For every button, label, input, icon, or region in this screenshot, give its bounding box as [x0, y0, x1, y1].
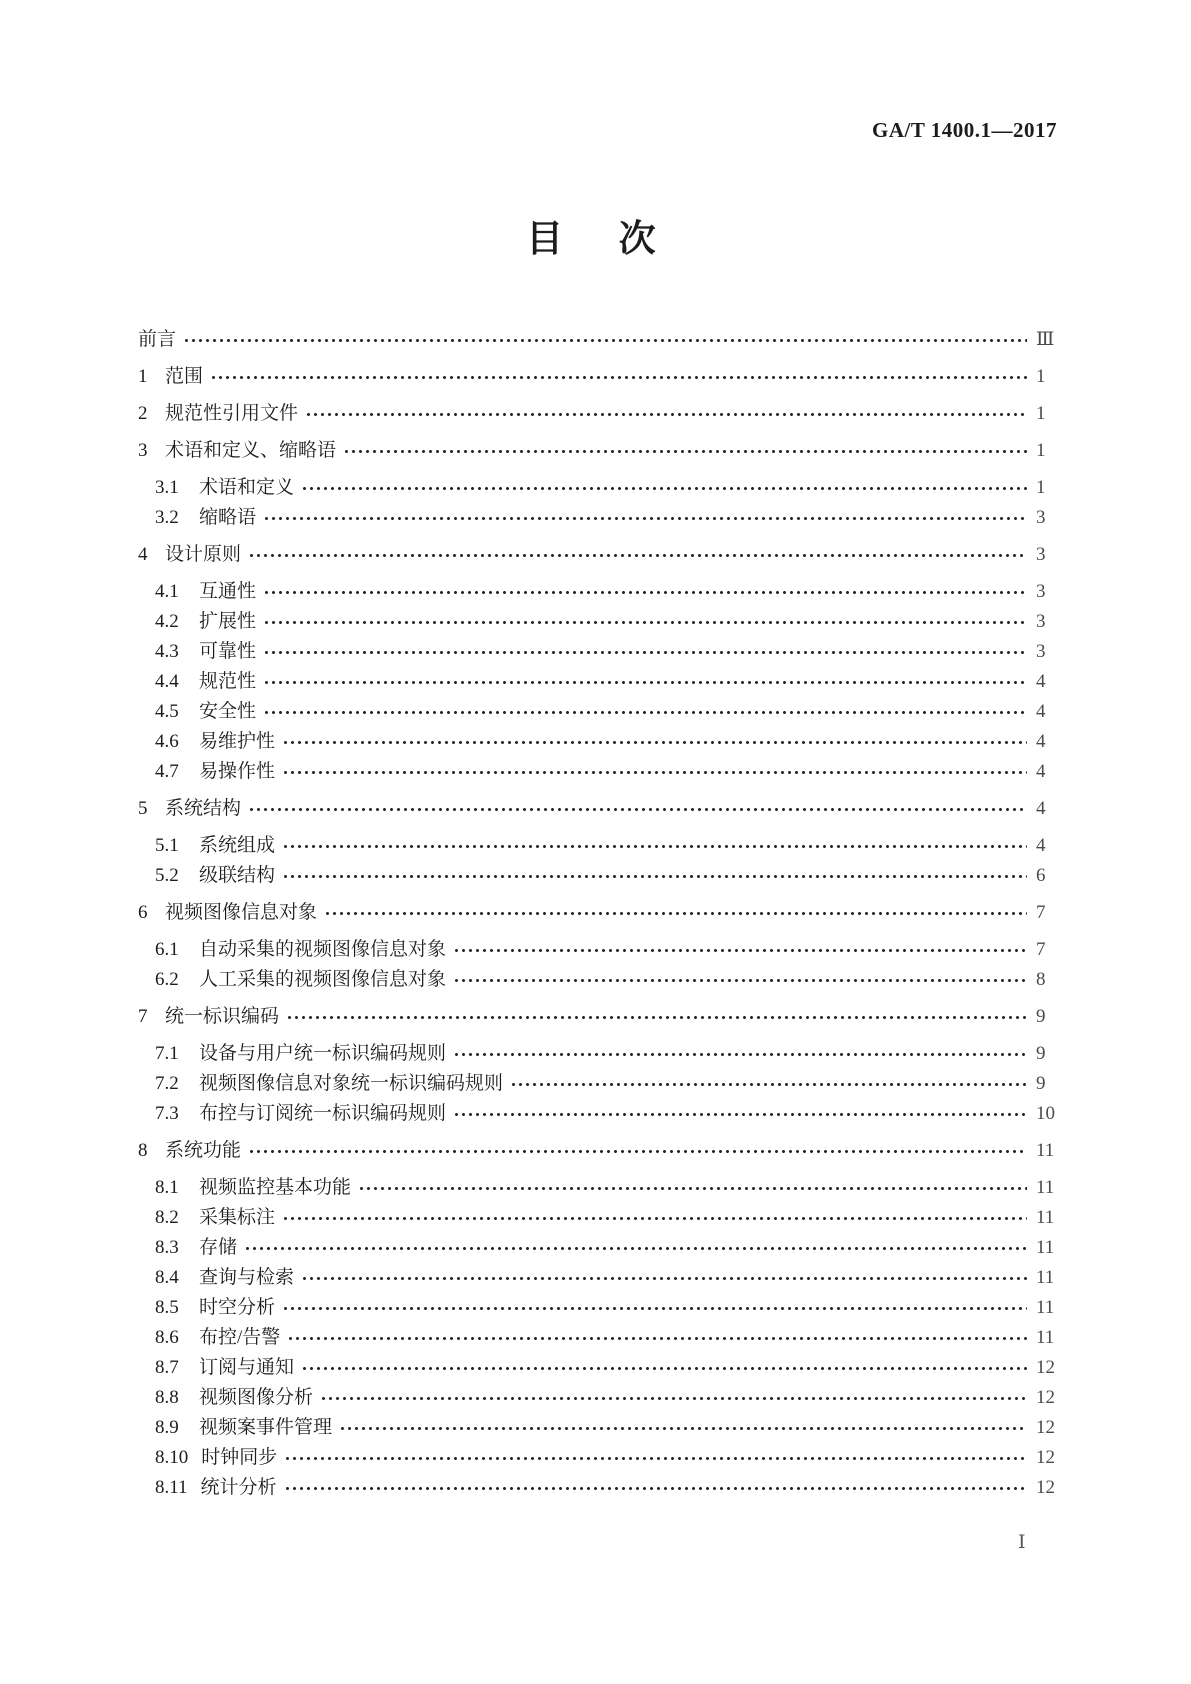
leader-dots — [453, 935, 1027, 965]
toc-entry-page: 11 — [1036, 1297, 1055, 1318]
toc-entry-number: 8.4 — [155, 1267, 179, 1288]
toc-entry — [138, 1383, 1066, 1413]
toc-entry — [138, 1293, 1066, 1323]
toc-entry-label: 统一标识编码 — [165, 1006, 280, 1027]
toc-entry — [138, 667, 1066, 697]
toc-entry-label: 系统结构 — [165, 798, 242, 819]
leader-dots — [210, 362, 1027, 392]
toc-entry-number: 3 — [138, 440, 148, 461]
toc-entry-label: 视频案事件管理 — [199, 1417, 333, 1438]
toc-entry-page: 9 — [1036, 1043, 1046, 1064]
toc-entry-label: 系统功能 — [165, 1140, 242, 1161]
toc-entry-page: 1 — [1036, 403, 1046, 424]
toc-entry — [138, 1136, 1066, 1166]
toc-entry-number: 7.2 — [155, 1073, 179, 1094]
footer-page-number: Ⅰ — [1018, 1532, 1026, 1553]
toc-entry-page: 12 — [1036, 1417, 1055, 1438]
leader-dots — [286, 1002, 1027, 1032]
toc-entry-page: 12 — [1036, 1357, 1055, 1378]
toc-entry-page: 11 — [1036, 1267, 1055, 1288]
leader-dots — [453, 965, 1027, 995]
toc-entry-label: 查询与检索 — [199, 1267, 295, 1288]
toc-entry-page: 3 — [1036, 544, 1046, 565]
toc-entry-label: 系统组成 — [199, 835, 276, 856]
toc-entry-page: 3 — [1036, 611, 1046, 632]
toc-entry-number: 4.1 — [155, 581, 179, 602]
toc-list — [138, 318, 1066, 1503]
toc-entry-page: 8 — [1036, 969, 1046, 990]
toc-entry-page: 4 — [1036, 701, 1046, 722]
toc-entry-page: 11 — [1036, 1207, 1055, 1228]
leader-dots — [324, 898, 1027, 928]
toc-entry — [138, 607, 1066, 637]
leader-dots — [358, 1173, 1027, 1203]
toc-entry-number: 8 — [138, 1140, 148, 1161]
toc-entry-page: 1 — [1036, 477, 1046, 498]
toc-entry-page: 4 — [1036, 798, 1046, 819]
toc-entry-label: 存储 — [199, 1237, 238, 1258]
toc-entry-label: 术语和定义 — [199, 477, 295, 498]
toc-entry — [138, 399, 1066, 429]
toc-entry — [138, 1323, 1066, 1353]
toc-entry-label: 易操作性 — [199, 761, 276, 782]
leader-dots — [282, 757, 1027, 787]
toc-entry-number: 4.2 — [155, 611, 179, 632]
leader-dots — [301, 1263, 1027, 1293]
toc-entry-number: 8.6 — [155, 1327, 179, 1348]
doc-number: GA/T 1400.1—2017 — [872, 118, 1057, 142]
toc-entry — [138, 898, 1066, 928]
toc-entry — [138, 861, 1066, 891]
toc-entry — [138, 1002, 1066, 1032]
leader-dots — [339, 1413, 1027, 1443]
leader-dots — [282, 1293, 1027, 1323]
toc-entry-number: 4.4 — [155, 671, 179, 692]
toc-entry-label: 自动采集的视频图像信息对象 — [199, 939, 447, 960]
toc-entry-number: 8.5 — [155, 1297, 179, 1318]
toc-entry-number: 7.1 — [155, 1043, 179, 1064]
toc-entry-label: 视频图像信息对象 — [165, 902, 318, 923]
leader-dots — [284, 1473, 1027, 1503]
toc-entry-page: 3 — [1036, 581, 1046, 602]
toc-entry-label: 术语和定义、缩略语 — [165, 440, 337, 461]
toc-entry-number: 5.2 — [155, 865, 179, 886]
toc-entry-number: 8.2 — [155, 1207, 179, 1228]
toc-entry — [138, 1203, 1066, 1233]
toc-entry-page: 11 — [1036, 1177, 1055, 1198]
toc-entry-label: 安全性 — [199, 701, 257, 722]
toc-entry-number: 8.9 — [155, 1417, 179, 1438]
toc-entry-number: 8.3 — [155, 1237, 179, 1258]
toc-entry-number: 4.5 — [155, 701, 179, 722]
toc-entry-number: 8.11 — [155, 1477, 188, 1498]
leader-dots — [183, 325, 1027, 355]
toc-entry-number: 2 — [138, 403, 148, 424]
toc-entry-page: 4 — [1036, 731, 1046, 752]
toc-entry-label: 布控/告警 — [199, 1327, 281, 1348]
toc-entry — [138, 1173, 1066, 1203]
leader-dots — [287, 1323, 1027, 1353]
toc-entry — [138, 637, 1066, 667]
toc-entry — [138, 1099, 1066, 1129]
leader-dots — [301, 473, 1027, 503]
toc-entry — [138, 540, 1066, 570]
toc-entry-number: 7 — [138, 1006, 148, 1027]
leader-dots — [453, 1099, 1027, 1129]
leader-dots — [263, 667, 1027, 697]
toc-entry-label: 视频监控基本功能 — [199, 1177, 352, 1198]
toc-entry-page: 4 — [1036, 671, 1046, 692]
toc-entry — [138, 473, 1066, 503]
leader-dots — [510, 1069, 1027, 1099]
toc-entry — [138, 794, 1066, 824]
toc-entry — [138, 577, 1066, 607]
toc-entry — [138, 697, 1066, 727]
toc-entry-label: 时钟同步 — [201, 1447, 278, 1468]
leader-dots — [248, 540, 1027, 570]
toc-entry-label: 人工采集的视频图像信息对象 — [199, 969, 447, 990]
toc-entry-label: 统计分析 — [200, 1477, 277, 1498]
toc-entry-page: 4 — [1036, 835, 1046, 856]
toc-entry-label: 前言 — [138, 329, 177, 350]
toc-entry-page: Ⅲ — [1036, 329, 1055, 350]
leader-dots — [263, 503, 1027, 533]
toc-entry-label: 范围 — [165, 366, 204, 387]
leader-dots — [284, 1443, 1027, 1473]
toc-entry-label: 互通性 — [199, 581, 257, 602]
leader-dots — [248, 1136, 1027, 1166]
leader-dots — [282, 861, 1027, 891]
leader-dots — [263, 637, 1027, 667]
toc-entry-label: 设计原则 — [165, 544, 242, 565]
toc-entry — [138, 1473, 1066, 1503]
toc-entry-label: 规范性 — [199, 671, 257, 692]
toc-entry — [138, 1039, 1066, 1069]
leader-dots — [453, 1039, 1027, 1069]
leader-dots — [305, 399, 1027, 429]
leader-dots — [263, 697, 1027, 727]
toc-entry-label: 可靠性 — [199, 641, 257, 662]
toc-entry — [138, 831, 1066, 861]
toc-entry-number: 6.2 — [155, 969, 179, 990]
leader-dots — [301, 1353, 1027, 1383]
toc-entry — [138, 935, 1066, 965]
toc-entry — [138, 503, 1066, 533]
leader-dots — [263, 607, 1027, 637]
toc-entry-label: 布控与订阅统一标识编码规则 — [199, 1103, 447, 1124]
toc-entry-number: 6.1 — [155, 939, 179, 960]
toc-entry-page: 12 — [1036, 1477, 1055, 1498]
leader-dots — [282, 831, 1027, 861]
toc-entry — [138, 1353, 1066, 1383]
toc-entry-page: 3 — [1036, 507, 1046, 528]
toc-entry-number: 1 — [138, 366, 148, 387]
toc-entry-page: 4 — [1036, 761, 1046, 782]
leader-dots — [282, 727, 1027, 757]
toc-entry-number: 3.2 — [155, 507, 179, 528]
toc-entry-page: 11 — [1036, 1237, 1055, 1258]
toc-entry-page: 9 — [1036, 1073, 1046, 1094]
toc-entry-number: 8.10 — [155, 1447, 189, 1468]
toc-entry — [138, 1263, 1066, 1293]
toc-entry-label: 视频图像信息对象统一标识编码规则 — [199, 1073, 504, 1094]
toc-entry-label: 级联结构 — [199, 865, 276, 886]
toc-entry-page: 7 — [1036, 902, 1046, 923]
toc-entry-number: 5.1 — [155, 835, 179, 856]
toc-entry-page: 3 — [1036, 641, 1046, 662]
toc-entry-label: 缩略语 — [199, 507, 257, 528]
toc-entry-page: 11 — [1036, 1140, 1055, 1161]
toc-entry — [138, 325, 1066, 355]
toc-entry — [138, 362, 1066, 392]
toc-title: 目 次 — [526, 218, 665, 259]
toc-entry — [138, 965, 1066, 995]
toc-entry — [138, 1069, 1066, 1099]
toc-entry-page: 12 — [1036, 1387, 1055, 1408]
toc-entry-page: 9 — [1036, 1006, 1046, 1027]
toc-entry — [138, 436, 1066, 466]
toc-entry-number: 4.6 — [155, 731, 179, 752]
toc-entry — [138, 1233, 1066, 1263]
toc-entry — [138, 757, 1066, 787]
toc-entry-label: 订阅与通知 — [199, 1357, 295, 1378]
toc-entry-number: 6 — [138, 902, 148, 923]
toc-entry — [138, 1443, 1066, 1473]
leader-dots — [263, 577, 1027, 607]
toc-entry-page: 10 — [1036, 1103, 1055, 1124]
leader-dots — [244, 1233, 1027, 1263]
toc-entry-label: 扩展性 — [199, 611, 257, 632]
toc-entry-number: 7.3 — [155, 1103, 179, 1124]
toc-entry-label: 易维护性 — [199, 731, 276, 752]
toc-entry-page: 7 — [1036, 939, 1046, 960]
toc-entry-label: 时空分析 — [199, 1297, 276, 1318]
toc-entry — [138, 1413, 1066, 1443]
toc-entry-label: 采集标注 — [199, 1207, 276, 1228]
toc-entry-number: 8.1 — [155, 1177, 179, 1198]
leader-dots — [282, 1203, 1027, 1233]
toc-entry-label: 规范性引用文件 — [165, 403, 299, 424]
leader-dots — [320, 1383, 1027, 1413]
leader-dots — [248, 794, 1027, 824]
toc-entry-number: 4.7 — [155, 761, 179, 782]
toc-entry-page: 11 — [1036, 1327, 1055, 1348]
toc-entry-number: 4.3 — [155, 641, 179, 662]
toc-entry-page: 12 — [1036, 1447, 1055, 1468]
toc-entry-page: 6 — [1036, 865, 1046, 886]
toc-entry-label: 视频图像分析 — [199, 1387, 314, 1408]
toc-entry-number: 4 — [138, 544, 148, 565]
toc-entry-number: 5 — [138, 798, 148, 819]
toc-entry-page: 1 — [1036, 366, 1046, 387]
toc-entry-number: 8.7 — [155, 1357, 179, 1378]
leader-dots — [343, 436, 1027, 466]
toc-entry-page: 1 — [1036, 440, 1046, 461]
toc-entry-label: 设备与用户统一标识编码规则 — [199, 1043, 447, 1064]
toc-entry — [138, 727, 1066, 757]
toc-entry-number: 8.8 — [155, 1387, 179, 1408]
toc-entry-number: 3.1 — [155, 477, 179, 498]
